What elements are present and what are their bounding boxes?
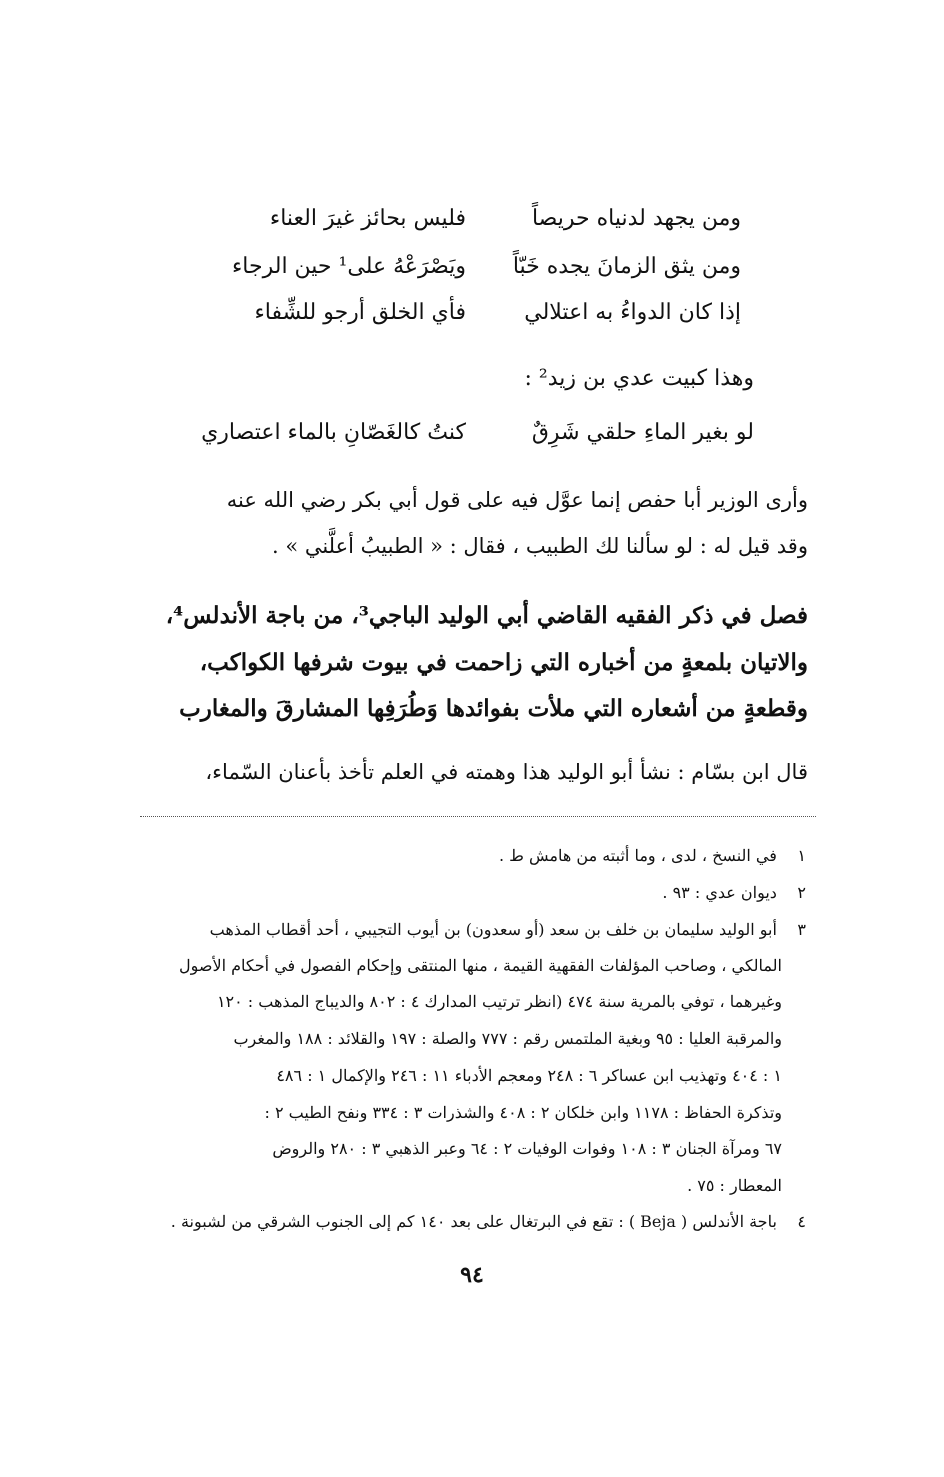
footnote-2 xyxy=(140,885,806,901)
footnote-3-line-2: المالكي ، وصاحب المؤلفات الفقهية القيمة ، منها المنتقى وإحكام الفصول في أحكام الأصول xyxy=(179,956,782,975)
verse-adi-right: لو بغير الماءِ حلقي شَرِقٌ xyxy=(531,420,754,445)
footnote-text: باجة الأندلس ( Beja ) : تقع في البرتغال على بعد ١٤٠ كم إلى الجنوب الشرقي من لشبونة . xyxy=(170,1212,777,1231)
footnote-text: ديوان عدي : ٩٣ . xyxy=(662,883,777,902)
footnote-number: ٤ xyxy=(797,1212,806,1231)
intro-line: وهذا كبيت عدي بن زيد² : xyxy=(524,366,754,391)
verse-3-right: إذا كان الدواءُ به اعتلالي xyxy=(524,300,741,325)
page-number: ٩٤ xyxy=(460,1262,484,1288)
footnote-number: ٢ xyxy=(797,883,806,902)
footnote-number: ١ xyxy=(797,846,806,865)
footnote-3-line-6: وتذكرة الحفاظ : ١١٧٨ وابن خلكان ٢ : ٤٠٨ والشذرات ٣ : ٣٣٤ ونفح الطيب ٢ : xyxy=(264,1103,782,1122)
footnote-4 xyxy=(140,1214,806,1230)
footnote-separator xyxy=(140,816,816,817)
paragraph-line-2: وقد قيل له : لو سألنا لك الطبيب ، فقال : « الطبيبُ أعلَّني » . xyxy=(271,534,808,558)
footnote-3-line-7: ٦٧ ومرآة الجنان ٣ : ١٠٨ وفوات الوفيات ٢ : ٦٤ وعبر الذهبي ٣ : ٢٨٠ والروض xyxy=(272,1139,782,1158)
verse-2-left: ويَصْرَعْهُ على¹ حين الرجاء xyxy=(231,254,466,279)
verse-2-right: ومن يثق الزمانَ يجده خَبّاً xyxy=(512,254,741,279)
footnote-3-line-8: المعطار : ٧٥ . xyxy=(687,1176,782,1195)
verse-adi-left: كنتُ كالغَصّانِ بالماء اعتصاري xyxy=(201,420,466,445)
footnote-text: أبو الوليد سليمان بن خلف بن سعد (أو سعدون) بن أيوب التجيبي ، أحد أقطاب المذهب xyxy=(209,920,777,939)
body-line: قال ابن بسّام : نشأ أبو الوليد هذا وهمته في العلم تأخذ بأعنان السّماء، xyxy=(205,760,808,784)
footnote-number: ٣ xyxy=(797,920,806,939)
footnote-1 xyxy=(140,848,806,864)
footnote-3-line-5: ١ : ٤٠٤ وتهذيب ابن عساكر ٦ : ٢٤٨ ومعجم الأدباء ١١ : ٢٤٦ والإكمال ١ : ٤٨٦ xyxy=(276,1066,782,1085)
verse-1-right: ومن يجهد لدنياه حريصاً xyxy=(531,206,741,231)
section-heading-line-2: والاتيان بلمعةٍ من أخباره التي زاحمت في بيوت شرفها الكواكب، xyxy=(199,649,808,676)
paragraph-line-1: وأرى الوزير أبا حفص إنما عوَّل فيه على قول أبي بكر رضي الله عنه xyxy=(226,488,808,512)
footnote-3-line-4: والمرقبة العليا : ٩٥ وبغية الملتمس رقم : ٧٧٧ والصلة : ١٩٧ والقلائد : ١٨٨ والمغرب xyxy=(233,1029,782,1048)
footnote-3-line-3: وغيرهما ، توفي بالمرية سنة ٤٧٤ (انظر ترتيب المدارك ٤ : ٨٠٢ والديباج المذهب : ١٢٠ xyxy=(216,992,782,1011)
section-heading-line-1: فصل في ذكر الفقيه القاضي أبي الوليد الباجي³، من باجة الأندلس⁴، xyxy=(165,602,808,629)
footnote-3 xyxy=(140,922,806,938)
verse-3-left: فأي الخلق أرجو للشِّفاء xyxy=(254,300,466,325)
section-heading-line-3: وقطعةٍ من أشعاره التي ملأت بفوائدها وَطُرَفِها المشارقَ والمغارب xyxy=(179,695,808,722)
verse-1-left: فليس بحائز غيرَ العناء xyxy=(269,206,466,231)
footnote-text: في النسخ ، لدى ، وما أثبته من هامش ط . xyxy=(498,846,777,865)
